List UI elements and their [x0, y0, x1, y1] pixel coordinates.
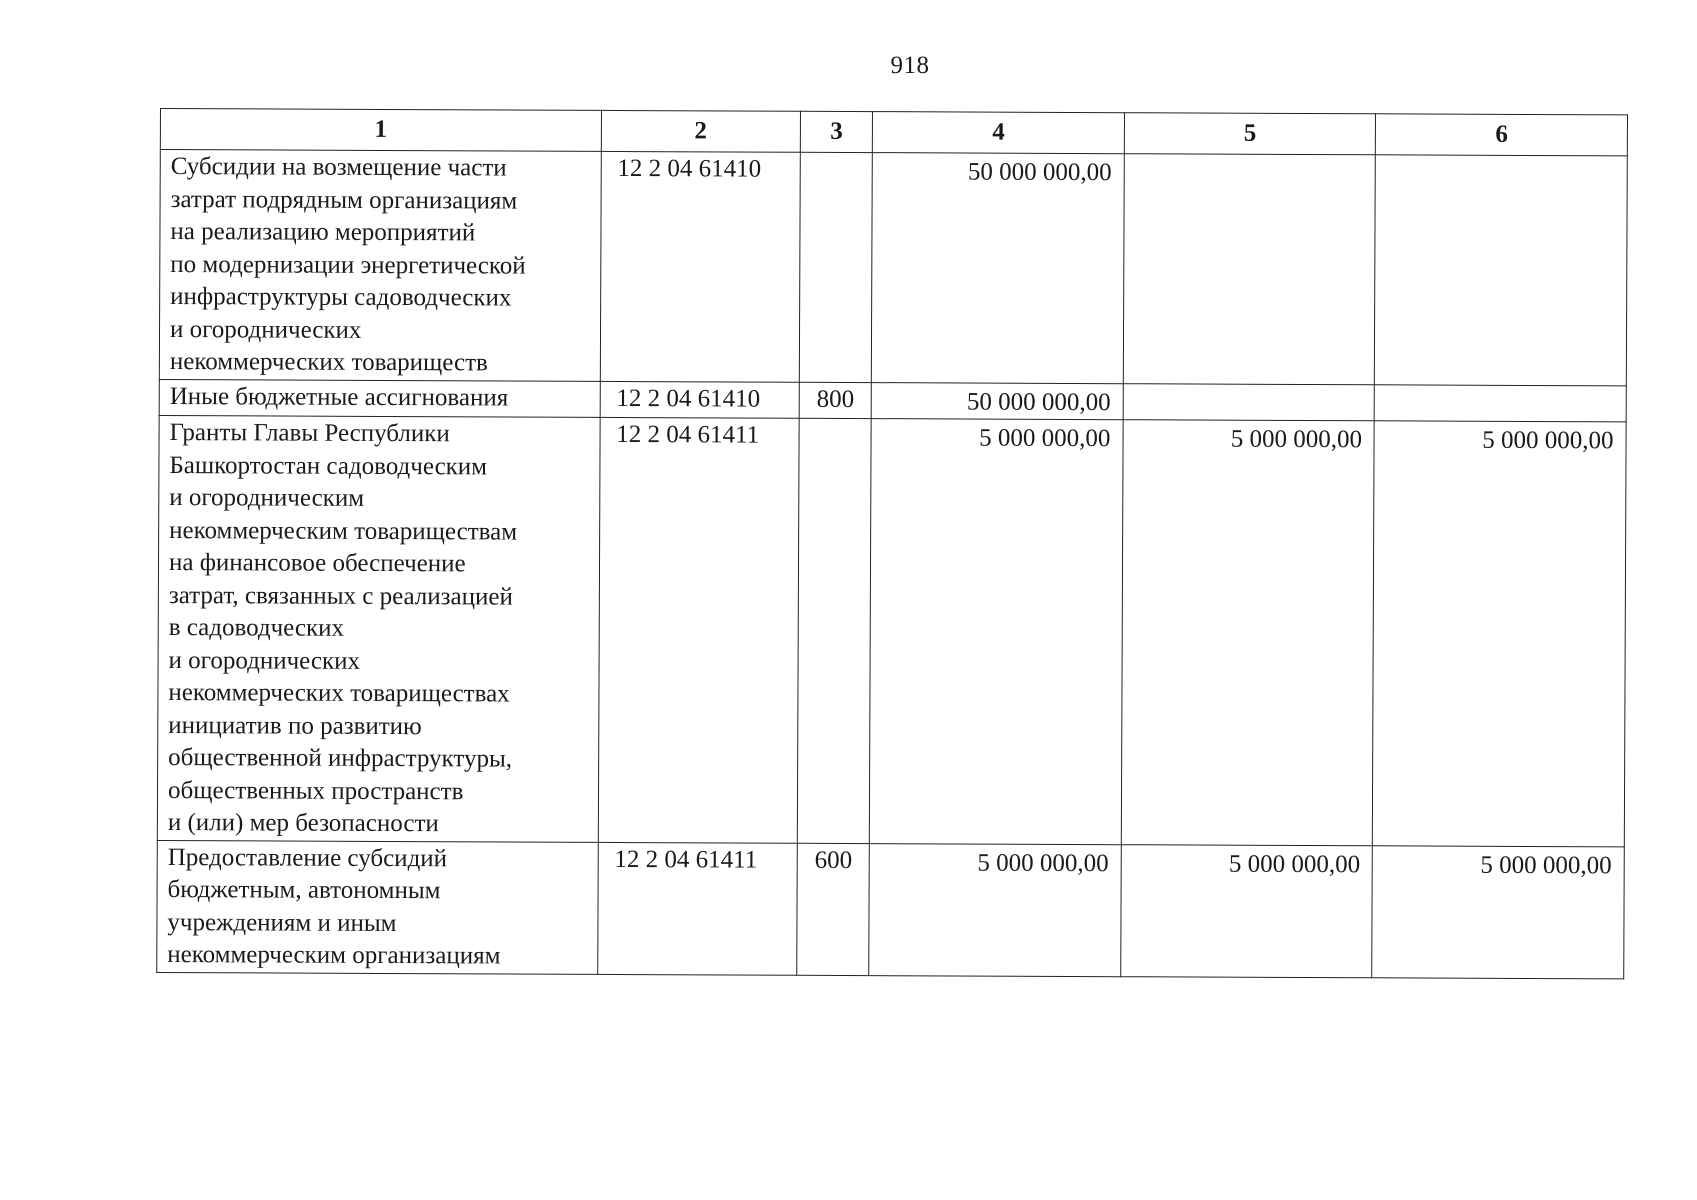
description-line: на реализацию мероприятий [170, 218, 476, 247]
row-amount-year-3 [1375, 155, 1628, 386]
row-expense-type: 600 [797, 843, 870, 975]
budget-table [156, 108, 1628, 979]
table-body [157, 150, 1628, 979]
description-line: затрат подрядным организациям [170, 185, 518, 215]
row-amount-year-2: 5 000 000,00 [1121, 844, 1373, 977]
row-amount-year-1: 5 000 000,00 [870, 419, 1123, 845]
description-line: и огороднических [168, 646, 361, 675]
row-amount-year-2 [1123, 383, 1375, 421]
table-row [159, 150, 1627, 386]
column-header-3: 3 [800, 111, 873, 152]
description-line: в садоводческих [168, 614, 345, 642]
row-description [157, 840, 598, 974]
column-header-4: 4 [873, 112, 1125, 154]
description-line: общественных пространств [167, 776, 464, 805]
column-header-2: 2 [601, 110, 800, 152]
row-amount-year-2 [1123, 154, 1376, 385]
row-amount-year-3 [1375, 384, 1627, 422]
row-expense-type [797, 418, 871, 843]
description-line: некоммерческим организациям [167, 941, 501, 970]
row-expense-type: 800 [799, 382, 872, 419]
description-line: учреждениям и иным [167, 908, 397, 937]
row-target-code: 12 2 04 61410 [600, 381, 799, 418]
row-target-code: 12 2 04 61411 [597, 842, 797, 975]
row-target-code: 12 2 04 61410 [600, 151, 800, 381]
description-line: бюджетным, автономным [167, 876, 441, 905]
description-line: инициатив по развитию [168, 711, 422, 740]
column-header-1: 1 [160, 109, 601, 152]
row-amount-year-3: 5 000 000,00 [1373, 421, 1626, 847]
description-line: Иные бюджетные ассигнования [169, 382, 509, 412]
column-header-5: 5 [1124, 113, 1376, 155]
description-line: некоммерческих товариществах [168, 679, 510, 708]
row-amount-year-1: 50 000 000,00 [872, 153, 1125, 384]
description-line: Гранты Главы Республики [169, 419, 450, 448]
table-row [157, 415, 1626, 846]
row-expense-type [799, 152, 872, 382]
row-description [159, 379, 600, 417]
row-amount-year-1: 5 000 000,00 [869, 843, 1121, 976]
budget-table-container [156, 108, 1628, 979]
row-amount-year-3: 5 000 000,00 [1372, 845, 1624, 978]
description-line: и (или) мер безопасности [167, 809, 439, 838]
table-header-row [160, 109, 1627, 156]
description-line: Субсидии на возмещение части [170, 153, 507, 182]
row-amount-year-1: 50 000 000,00 [872, 382, 1124, 420]
row-description [157, 415, 600, 841]
description-line: и огородническим [169, 484, 365, 512]
description-line: на финансовое обеспечение [168, 549, 466, 578]
description-line: по модернизации энергетической [170, 250, 526, 280]
table-row [157, 840, 1625, 978]
description-line: инфраструктуры садоводческих [170, 283, 512, 312]
page-number: 918 [890, 52, 930, 79]
description-line: Башкортостан садоводческим [169, 451, 488, 480]
description-line: затрат, связанных с реализацией [168, 581, 513, 611]
description-line: некоммерческих товариществ [169, 348, 488, 377]
description-line: некоммерческим товариществам [169, 516, 518, 546]
description-line: общественной инфраструктуры, [168, 744, 513, 773]
description-line: и огороднических [169, 315, 362, 344]
description-line: Предоставление субсидий [167, 843, 448, 872]
row-target-code: 12 2 04 61411 [598, 417, 799, 842]
column-header-6: 6 [1376, 114, 1628, 156]
row-description [159, 150, 601, 381]
row-amount-year-2: 5 000 000,00 [1121, 420, 1374, 846]
table-row [159, 379, 1626, 422]
